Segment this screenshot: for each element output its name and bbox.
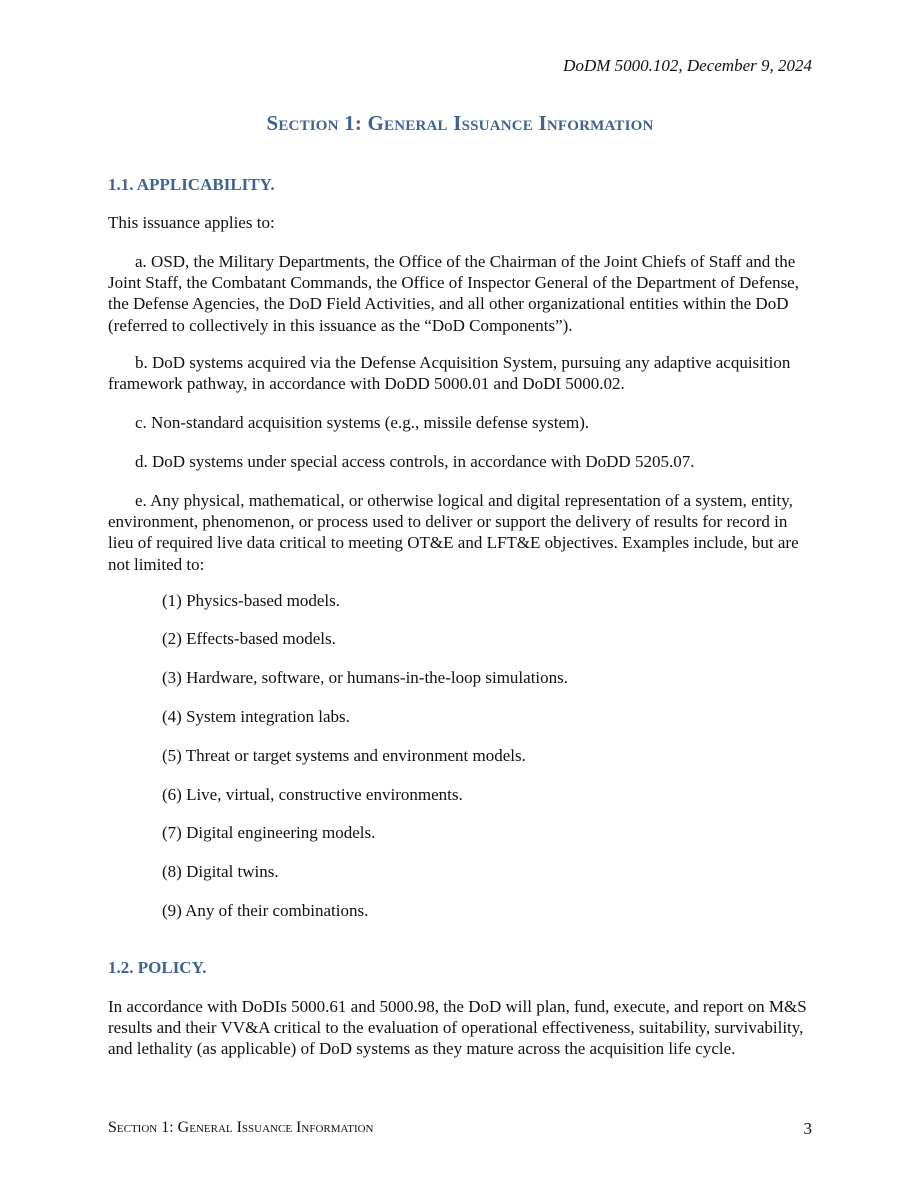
list-item: (2) Effects-based models. (162, 629, 336, 648)
section-title: Section 1: General Issuance Information (266, 111, 654, 135)
applicability-intro: This issuance applies to: (108, 213, 275, 232)
applicability-paragraph-d: d. DoD systems under special access controls, in accordance with DoDD 5205.07. (135, 452, 695, 471)
policy-heading: 1.2. POLICY. (108, 958, 207, 977)
list-item: (6) Live, virtual, constructive environments. (162, 785, 463, 804)
page-number: 3 (803, 1119, 812, 1138)
list-item: (1) Physics-based models. (162, 591, 341, 610)
policy-text: In accordance with DoDIs 5000.61 and 5000.98, the DoD will plan, fund, execute, and report on M&S results and their VV&A critical to the evaluation of operational effectiveness, suitability, survivability, and lethality (as applicable) of DoD systems as they mature across the acquisition life cycle. (108, 997, 807, 1059)
list-item: (7) Digital engineering models. (162, 823, 376, 842)
list-item: (8) Digital twins. (162, 862, 279, 881)
list-item: (5) Threat or target systems and environment models. (162, 746, 526, 765)
applicability-heading: 1.1. APPLICABILITY. (108, 175, 275, 194)
list-item: (3) Hardware, software, or humans-in-the-loop simulations. (162, 668, 568, 687)
list-item: (9) Any of their combinations. (162, 901, 369, 920)
applicability-paragraph-a: a. OSD, the Military Departments, the Office of the Chairman of the Joint Chiefs of Staff and the Joint Staff, the Combatant Commands, the Office of Inspector General of the Department of Defense, the Defense Agencies, the DoD Field Activities, and all other organizational entities within the DoD (referred to collectively in this issuance as the “DoD Components”). (108, 252, 799, 335)
footer-section-label: Section 1: General Issuance Information (108, 1119, 374, 1136)
applicability-paragraph-e: e. Any physical, mathematical, or otherwise logical and digital representation of a system, entity, environment, phenomenon, or process used to deliver or support the delivery of results for record in lieu of required live data critical to meeting OT&E and LFT&E objectives. Examples include, but are not limited to: (108, 491, 799, 574)
applicability-paragraph-c: c. Non-standard acquisition systems (e.g., missile defense system). (135, 413, 590, 432)
applicability-paragraph-b: b. DoD systems acquired via the Defense Acquisition System, pursuing any adaptive acquisition framework pathway, in accordance with DoDD 5000.01 and DoDI 5000.02. (108, 353, 791, 394)
list-item: (4) System integration labs. (162, 707, 350, 726)
document-header: DoDM 5000.102, December 9, 2024 (563, 56, 812, 75)
